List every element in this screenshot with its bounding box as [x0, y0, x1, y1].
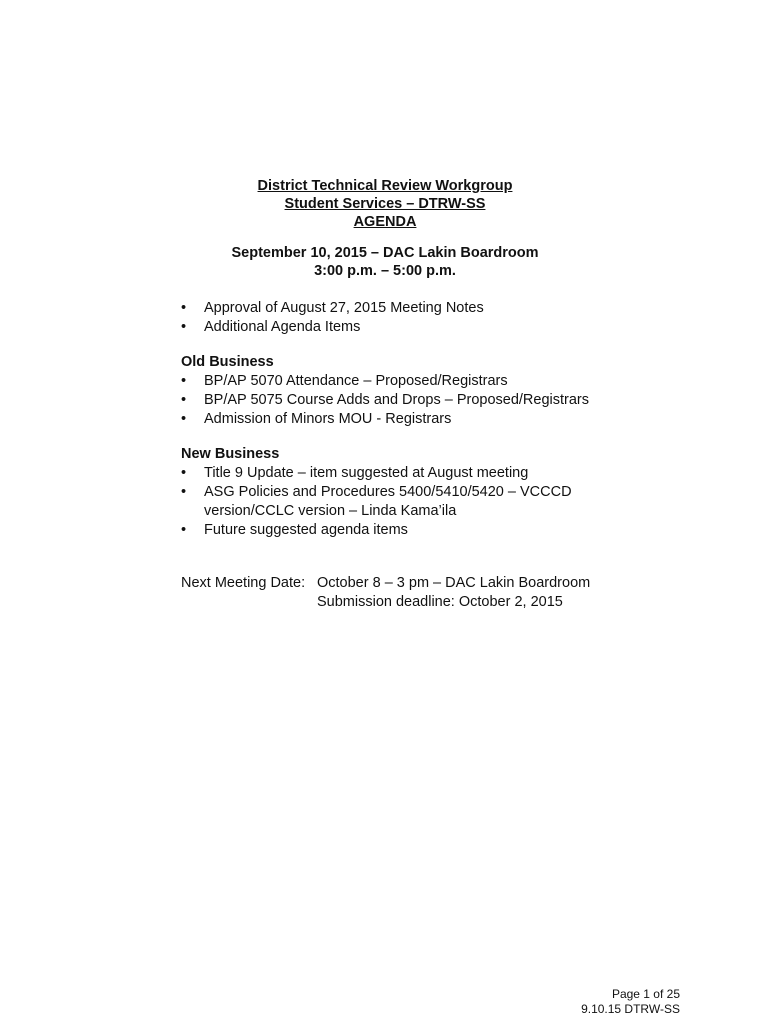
- title-line-agenda: AGENDA: [353, 214, 417, 230]
- list-item-text: BP/AP 5070 Attendance – Proposed/Registrars: [204, 373, 508, 389]
- list-item-text: Approval of August 27, 2015 Meeting Notes: [204, 300, 484, 316]
- bullet-icon: •: [181, 319, 187, 335]
- list-item: [181, 299, 661, 318]
- intro-section: [181, 299, 661, 337]
- meeting-date-block: [0, 244, 770, 280]
- new-business-list: [181, 464, 661, 540]
- submission-deadline: Submission deadline: October 2, 2015: [317, 594, 563, 610]
- list-item: [181, 521, 661, 540]
- bullet-icon: •: [181, 465, 187, 481]
- list-item-text: Title 9 Update – item suggested at August meeting: [204, 465, 529, 481]
- bullet-icon: •: [181, 522, 187, 538]
- list-item: [181, 391, 661, 410]
- intro-list: [181, 299, 661, 337]
- list-item-text: ASG Policies and Procedures 5400/5410/5420 – VCCCD version/CCLC version – Linda Kama’ila: [204, 484, 572, 519]
- bullet-icon: •: [181, 373, 187, 389]
- new-business-section: [181, 445, 661, 540]
- list-item: [181, 372, 661, 391]
- title-line-student-services: Student Services – DTRW-SS: [284, 196, 486, 212]
- list-item-text: Future suggested agenda items: [204, 522, 408, 538]
- bullet-icon: •: [181, 300, 187, 316]
- next-meeting-date: October 8 – 3 pm – DAC Lakin Boardroom: [317, 575, 591, 591]
- list-item-text: Additional Agenda Items: [204, 319, 361, 335]
- bullet-icon: •: [181, 392, 187, 408]
- list-item: [181, 318, 661, 337]
- list-item: [181, 410, 661, 429]
- bullet-icon: •: [181, 411, 187, 427]
- document-id: 9.10.15 DTRW-SS: [581, 1002, 680, 1016]
- page-footer: [581, 987, 680, 1017]
- meeting-date: September 10, 2015 – DAC Lakin Boardroom: [231, 245, 539, 261]
- old-business-heading: Old Business: [181, 354, 274, 370]
- list-item: [181, 483, 624, 521]
- list-item-text: BP/AP 5075 Course Adds and Drops – Proposed/Registrars: [204, 392, 590, 408]
- page-number: Page 1 of 25: [611, 987, 680, 1001]
- old-business-list: [181, 372, 661, 429]
- next-meeting-label: Next Meeting Date:: [181, 575, 306, 591]
- new-business-heading: New Business: [181, 446, 280, 462]
- next-meeting-details: [317, 574, 590, 612]
- title-line-workgroup: District Technical Review Workgroup: [257, 178, 513, 194]
- old-business-section: [181, 353, 661, 429]
- list-item: [181, 464, 661, 483]
- bullet-icon: •: [181, 484, 187, 500]
- document-title: [0, 177, 770, 231]
- list-item-text: Admission of Minors MOU - Registrars: [204, 411, 452, 427]
- meeting-time: 3:00 p.m. – 5:00 p.m.: [314, 263, 456, 279]
